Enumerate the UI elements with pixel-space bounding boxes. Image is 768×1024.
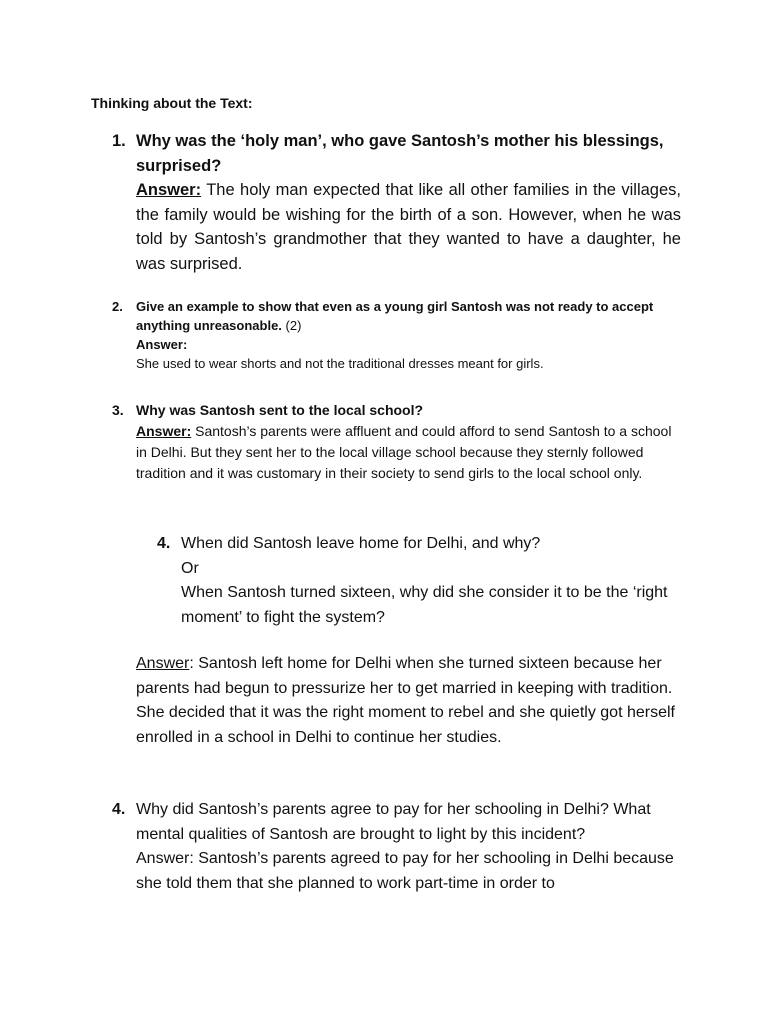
question-1-block — [112, 129, 681, 276]
question-number: 4. — [157, 535, 171, 552]
answer-text: Santosh’s parents were affluent and could afford to send Santosh to a school in Delhi. But they sent her to the local village school because they sternly followed tradition and it was customary in their society to send girls to the local school only. — [136, 423, 672, 481]
or-label: Or — [181, 559, 199, 577]
answer-paragraph — [136, 421, 676, 484]
answer-label: Answer — [136, 655, 190, 672]
question-line-1: When did Santosh leave home for Delhi, and why? — [181, 535, 541, 552]
section-heading: Thinking about the Text: — [91, 95, 253, 111]
answer-label: Answer: — [136, 337, 188, 352]
question-3-block — [112, 400, 676, 484]
question-line-2: When Santosh turned sixteen, why did she consider it to be the ‘right moment’ to fight the system? — [181, 584, 668, 626]
question-text: Why was Santosh sent to the local school? — [136, 402, 424, 418]
question-4b-block — [112, 798, 681, 896]
answer-text: The holy man expected that like all other families in the villages, the family would be wishing for the birth of a son. However, when he was told by Santosh’s grandmother that they wanted to have a daughter, he was surprised. — [136, 181, 681, 273]
answer-text: She used to wear shorts and not the traditional dresses meant for girls. — [136, 356, 544, 371]
question-2-block — [112, 297, 656, 373]
answer-label: Answer: — [136, 423, 192, 439]
question-4-answer — [136, 652, 681, 750]
question-text: Why did Santosh’s parents agree to pay for her schooling in Delhi? What mental qualities of Santosh are brought to light by this incident? — [136, 801, 651, 843]
question-number: 1. — [112, 132, 126, 150]
question-text-main: Give an example to show that even as a young girl Santosh was not ready to accept anything unreasonable. — [136, 299, 654, 333]
question-text — [136, 297, 656, 335]
question-text — [181, 532, 671, 630]
question-number: 3. — [112, 402, 124, 418]
question-number: 4. — [112, 801, 126, 818]
answer-label: Answer: — [136, 181, 202, 199]
marks-label: (2) — [281, 318, 302, 333]
question-number: 2. — [112, 299, 123, 314]
question-4-block — [157, 532, 671, 630]
answer-paragraph — [136, 178, 681, 276]
answer-text: Answer: Santosh’s parents agreed to pay for her schooling in Delhi because she told them that she planned to work part-time in order to — [136, 850, 674, 892]
question-text: Why was the ‘holy man’, who gave Santosh’s mother his blessings, surprised? — [136, 132, 664, 175]
answer-text: : Santosh left home for Delhi when she turned sixteen because her parents had begun to pressurize her to get married in keeping with tradition. She decided that it was the right moment to rebel and she quietly got herself enrolled in a school in Delhi to continue her studies. — [136, 655, 675, 746]
answer-paragraph — [136, 335, 656, 354]
